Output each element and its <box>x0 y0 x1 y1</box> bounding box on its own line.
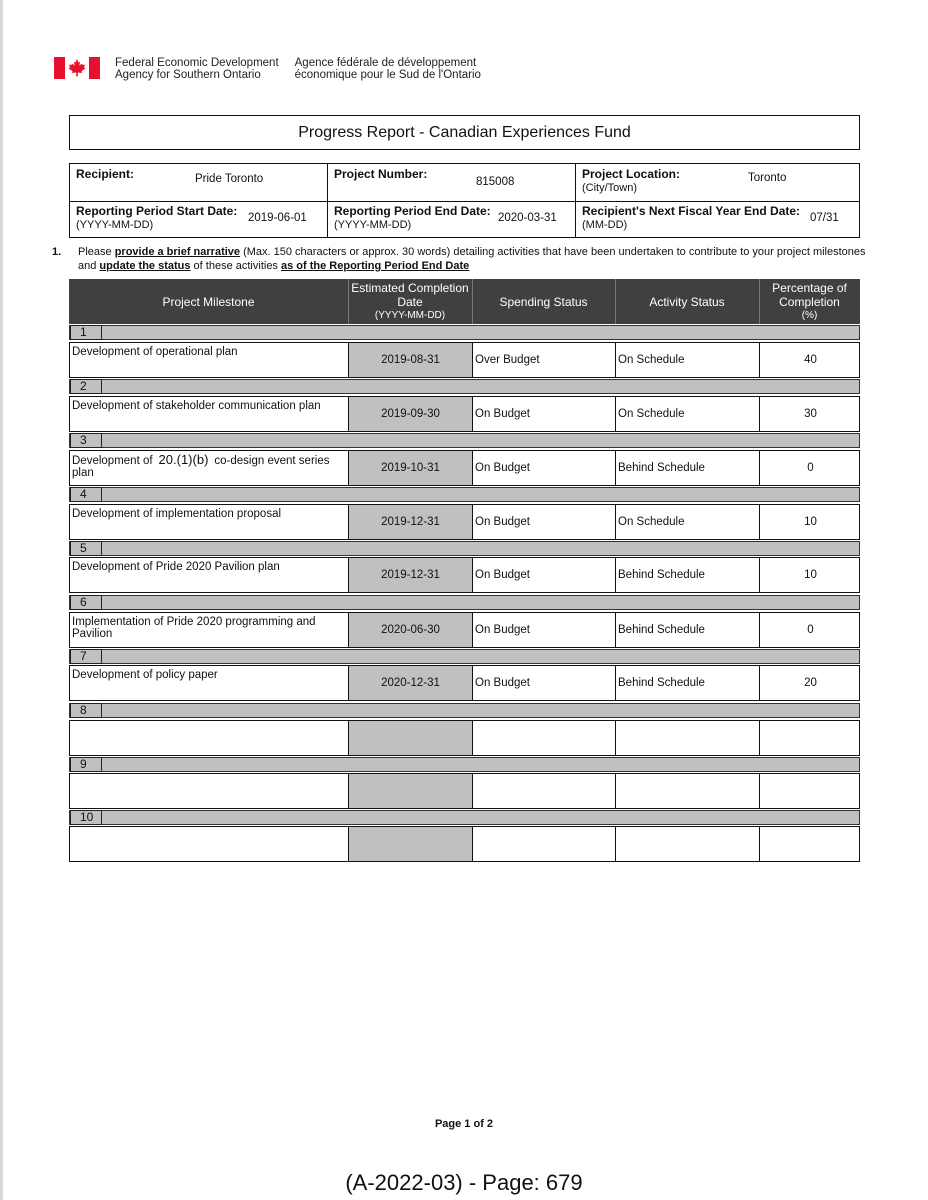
milestone-cell: Implementation of Pride 2020 programming and Pavilion <box>70 613 349 647</box>
percentage-cell: 10 <box>804 569 817 581</box>
table-row <box>69 665 860 701</box>
spending-cell: On Budget <box>473 397 616 431</box>
date-cell: 2019-08-31 <box>349 343 473 377</box>
milestone-text-b: co-design event series <box>214 455 330 467</box>
instr-part5: of these activities <box>190 260 281 272</box>
start-date-label <box>76 204 237 232</box>
milestone-number: 4 <box>70 487 102 502</box>
header-pct-line1: Percentage of <box>772 280 847 295</box>
milestone-number-bar <box>69 433 860 448</box>
activity-cell: Behind Schedule <box>616 613 760 647</box>
start-date-title: Reporting Period Start Date: <box>76 204 238 218</box>
milestone-number-bar <box>69 595 860 610</box>
instr-part1: Please <box>78 246 115 258</box>
project-number-value: 815008 <box>476 176 515 188</box>
header-pct-sub: (%) <box>801 309 818 321</box>
percentage-cell: 0 <box>807 462 814 474</box>
fiscal-year-title: Recipient's Next Fiscal Year End Date: <box>582 204 801 218</box>
table-row <box>69 557 860 593</box>
milestone-number: 2 <box>70 379 102 394</box>
milestone-text-a: Development of <box>72 455 153 467</box>
instruction-text <box>52 245 872 273</box>
canada-flag-icon <box>54 57 100 79</box>
date-cell: 2019-12-31 <box>349 558 473 592</box>
activity-cell: Behind Schedule <box>616 558 760 592</box>
header-date <box>348 279 472 324</box>
milestone-number: 6 <box>70 595 102 610</box>
spending-cell: On Budget <box>473 666 616 700</box>
milestone-number: 3 <box>70 433 102 448</box>
table-row <box>69 396 860 432</box>
milestone-number: 7 <box>70 649 102 664</box>
percentage-cell: 10 <box>804 516 817 528</box>
table-row <box>69 720 860 756</box>
project-location-cell <box>576 164 859 201</box>
instr-part3: (Max. 150 characters or approx. 30 words) detailing activities that have been undertaken to contribute to your project milestones and <box>78 246 866 272</box>
project-location-title: Project Location: <box>582 167 681 181</box>
milestone-cell: Development of stakeholder communication plan <box>70 397 349 431</box>
milestone-cell: Development of operational plan <box>70 343 349 377</box>
percentage-cell <box>760 827 861 861</box>
activity-cell: Behind Schedule <box>616 451 760 485</box>
milestone-cell <box>70 451 349 485</box>
milestone-text-c: plan <box>72 467 94 479</box>
page-edge <box>0 0 3 1200</box>
end-date-title: Reporting Period End Date: <box>334 204 491 218</box>
header-date-sub: (YYYY-MM-DD) <box>374 309 446 321</box>
spending-cell <box>473 721 616 755</box>
spending-cell: On Budget <box>473 505 616 539</box>
activity-cell <box>616 774 760 808</box>
recipient-label: Recipient: <box>76 167 135 181</box>
agency-name-english <box>115 57 279 81</box>
project-number-label: Project Number: <box>334 167 428 181</box>
recipient-cell <box>70 164 328 201</box>
end-date-value: 2020-03-31 <box>498 212 557 224</box>
milestone-number: 10 <box>70 810 102 825</box>
milestone-number: 9 <box>70 757 102 772</box>
table-row <box>69 450 860 486</box>
agency-fr-line2: économique pour le Sud de l'Ontario <box>294 69 481 81</box>
spending-cell <box>473 774 616 808</box>
percentage-cell <box>760 721 861 755</box>
table-row <box>69 612 860 648</box>
instr-part2: provide a brief narrative <box>114 246 241 258</box>
fiscal-year-value: 07/31 <box>810 212 839 224</box>
project-number-cell <box>328 164 576 201</box>
header-activity: Activity Status <box>649 294 725 309</box>
milestone-number-bar <box>69 703 860 718</box>
date-cell <box>349 774 473 808</box>
milestone-number: 1 <box>70 325 102 340</box>
table-row <box>69 826 860 862</box>
milestone-number-bar <box>69 757 860 772</box>
header-spending: Spending Status <box>499 294 588 309</box>
date-cell <box>349 827 473 861</box>
project-info-grid <box>69 163 860 238</box>
instruction-number: 1. <box>52 246 62 258</box>
percentage-cell <box>760 774 861 808</box>
milestone-number-bar <box>69 649 860 664</box>
date-cell: 2019-12-31 <box>349 505 473 539</box>
milestone-cell <box>70 774 349 808</box>
spending-cell: Over Budget <box>473 343 616 377</box>
agency-header <box>54 57 481 81</box>
activity-cell <box>616 827 760 861</box>
table-header <box>69 279 860 324</box>
agency-en-line2: Agency for Southern Ontario <box>115 69 261 81</box>
spending-cell: On Budget <box>473 451 616 485</box>
end-date-label <box>334 204 491 232</box>
date-cell <box>349 721 473 755</box>
milestone-cell <box>70 827 349 861</box>
agency-name-french <box>295 57 481 81</box>
spending-cell <box>473 827 616 861</box>
milestone-number-bar <box>69 379 860 394</box>
end-date-sub: (YYYY-MM-DD) <box>334 219 412 231</box>
milestone-cell: Development of Pride 2020 Pavilion plan <box>70 558 349 592</box>
table-row <box>69 342 860 378</box>
date-cell: 2019-09-30 <box>349 397 473 431</box>
percentage-cell: 20 <box>804 677 817 689</box>
agency-en-line1: Federal Economic Development <box>115 57 279 69</box>
percentage-cell: 30 <box>804 408 817 420</box>
instr-part4: update the status <box>99 260 191 272</box>
instr-part6: as of the Reporting Period End Date <box>281 260 470 272</box>
start-date-cell <box>70 201 328 238</box>
milestone-number-bar <box>69 810 860 825</box>
percentage-cell: 40 <box>804 354 817 366</box>
milestone-number-bar <box>69 541 860 556</box>
redaction-code: 20.(1)(b) <box>158 452 209 467</box>
fiscal-year-label <box>582 204 800 232</box>
milestone-number-bar <box>69 487 860 502</box>
milestone-number: 8 <box>70 703 102 718</box>
milestone-number-bar <box>69 325 860 340</box>
report-title: Progress Report - Canadian Experiences Fund <box>69 115 860 150</box>
milestone-cell: Development of policy paper <box>70 666 349 700</box>
table-row <box>69 504 860 540</box>
header-percentage <box>759 279 860 324</box>
date-cell: 2020-06-30 <box>349 613 473 647</box>
milestone-number: 5 <box>70 541 102 556</box>
start-date-value: 2019-06-01 <box>248 212 307 224</box>
instruction-body <box>78 245 872 273</box>
header-date-line2: Date <box>397 294 423 309</box>
bates-stamp: (A-2022-03) - Page: 679 <box>345 1170 583 1195</box>
spending-cell: On Budget <box>473 558 616 592</box>
activity-cell: On Schedule <box>616 397 760 431</box>
date-cell: 2020-12-31 <box>349 666 473 700</box>
agency-fr-line1: Agence fédérale de développement <box>294 57 477 69</box>
table-row <box>69 773 860 809</box>
spending-cell: On Budget <box>473 613 616 647</box>
activity-cell <box>616 721 760 755</box>
page-number: Page 1 of 2 <box>434 1118 494 1130</box>
start-date-sub: (YYYY-MM-DD) <box>76 219 154 231</box>
fiscal-year-cell <box>576 201 859 238</box>
header-milestone: Project Milestone <box>162 294 255 309</box>
percentage-cell: 0 <box>807 624 814 636</box>
project-location-value: Toronto <box>748 172 787 184</box>
project-location-label <box>582 167 680 195</box>
project-location-sub: (City/Town) <box>582 182 638 194</box>
fiscal-year-sub: (MM-DD) <box>582 219 628 231</box>
header-date-line1: Estimated Completion <box>351 280 469 295</box>
header-pct-line2: Completion <box>779 294 840 309</box>
activity-cell: On Schedule <box>616 343 760 377</box>
activity-cell: Behind Schedule <box>616 666 760 700</box>
activity-cell: On Schedule <box>616 505 760 539</box>
end-date-cell <box>328 201 576 238</box>
milestone-cell: Development of implementation proposal <box>70 505 349 539</box>
recipient-value: Pride Toronto <box>195 173 264 185</box>
date-cell: 2019-10-31 <box>349 451 473 485</box>
milestone-cell <box>70 721 349 755</box>
